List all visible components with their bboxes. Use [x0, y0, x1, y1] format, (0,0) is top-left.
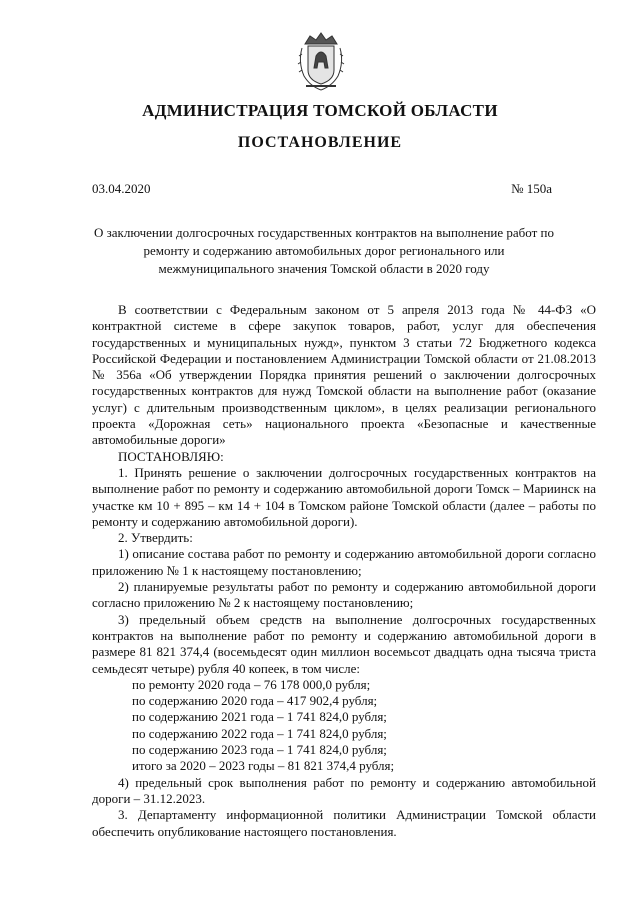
coat-of-arms-icon	[296, 30, 346, 92]
breakdown-line: по содержанию 2023 года – 1 741 824,0 рубля;	[132, 742, 387, 758]
breakdown-line: по содержанию 2020 года – 417 902,4 рубля;	[132, 693, 378, 709]
breakdown-line: по содержанию 2021 года – 1 741 824,0 рубля;	[132, 709, 387, 725]
document-body	[92, 302, 596, 840]
resolve-line: ПОСТАНОВЛЯЮ:	[118, 448, 224, 464]
document-date: 03.04.2020	[92, 181, 151, 196]
breakdown-line: по содержанию 2022 года – 1 741 824,0 рубля;	[132, 725, 387, 741]
preamble-paragraph: В соответствии с Федеральным законом от 5 апреля 2013 года № 44-ФЗ «О контрактной системе в сфере закупок товаров, работ, услуг для обеспечения государственных и муниципальных нужд», пунктом 3 статьи 72 Бюджетного кодекса Российской Федерации и постановлением Администрации Томской области от 21.08.2013 № 356а «Об утверждении Порядка принятия решений о заключении долгосрочных государственных контрактов для нужд Томской области на выполнение работ (оказание услуг) с длительным производственным циклом», в целях реализации регионального проекта «Дорожная сеть» национального проекта «Безопасные и качественные автомобильные дороги»	[92, 302, 596, 448]
document-number: № 150а	[511, 181, 552, 196]
item-2: 2. Утвердить:	[118, 530, 193, 546]
organization-title: АДМИНИСТРАЦИЯ ТОМСКОЙ ОБЛАСТИ	[142, 101, 498, 120]
breakdown-line: итого за 2020 – 2023 годы – 81 821 374,4 рубля;	[132, 758, 395, 774]
item-2-2: 2) планируемые результаты работ по ремонту и содержанию автомобильной дороги согласно приложению № 2 к настоящему постановлению;	[92, 579, 596, 611]
item-2-3: 3) предельный объем средств на выполнение долгосрочных государственных контрактов на выполнение работ по ремонту и содержанию автомобильной дороги в размере 81 821 374,4 (восемьдесят один миллион восемьсот двадцать одна тысяча триста семьдесят четыре) рубля 40 копеек, в том числе:	[92, 611, 596, 676]
document-type: ПОСТАНОВЛЕНИЕ	[237, 134, 403, 151]
breakdown-line: по ремонту 2020 года – 76 178 000,0 рубля;	[132, 676, 371, 692]
item-1: 1. Принять решение о заключении долгосрочных государственных контрактов на выполнение работ по ремонту и содержанию автомобильной дороги Томск – Мариинск на участке км 10 + 895 – км 14 + 104 в Томском районе Томской области (далее – работы по ремонту и содержанию автомобильной дороги).	[92, 464, 596, 529]
document-subject: О заключении долгосрочных государственных контрактов на выполнение работ по ремонту и содержанию автомобильных дорог регионального или межмуниципального значения Томской области в 2020 году	[94, 225, 554, 276]
item-2-4: 4) предельный срок выполнения работ по ремонту и содержанию автомобильной дороги – 31.12.2023.	[92, 774, 596, 806]
item-2-1: 1) описание состава работ по ремонту и содержанию автомобильной дороги согласно приложению № 1 к настоящему постановлению;	[92, 546, 596, 578]
item-3: 3. Департаменту информационной политики Администрации Томской области обеспечить опубликование настоящего постановления.	[92, 807, 596, 839]
